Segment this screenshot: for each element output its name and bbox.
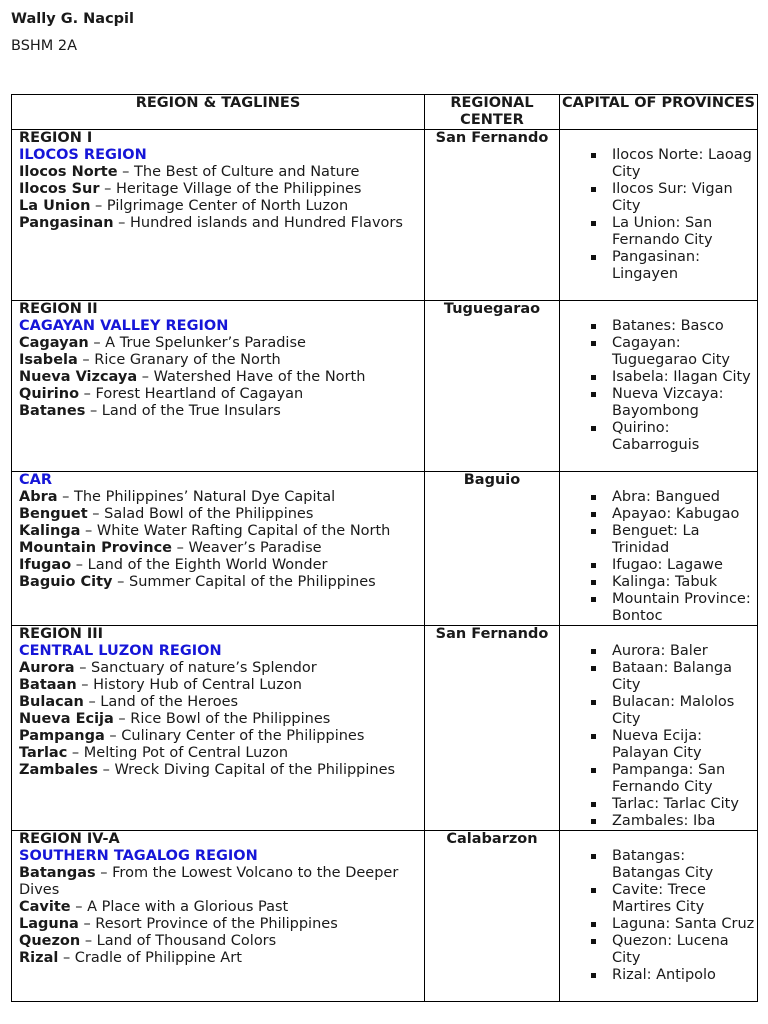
capitals-cell — [560, 626, 758, 831]
region-taglines-cell — [12, 130, 425, 301]
region-row — [12, 301, 758, 472]
capital-list-item: Cagayan: Tuguegarao City — [591, 335, 757, 369]
header-capital-of-provinces: CAPITAL OF PROVINCES — [560, 95, 758, 130]
capital-list-item: Quirino: Cabarroguis — [591, 420, 757, 454]
province-tagline — [19, 369, 420, 386]
regional-center-cell: Tuguegarao — [425, 301, 560, 472]
capital-list-item: Ifugao: Lagawe — [591, 557, 757, 574]
table-header-row — [12, 95, 758, 130]
province-tagline — [19, 352, 420, 369]
province-tagline — [19, 728, 420, 745]
region-row — [12, 130, 758, 301]
province-tagline — [19, 335, 420, 352]
capital-list-item: Ilocos Sur: Vigan City — [591, 181, 757, 215]
province-tagline — [19, 164, 420, 181]
capital-list-item: Nueva Ecija: Palayan City — [591, 728, 757, 762]
regions-table-body — [12, 130, 758, 1002]
capital-list-item: Laguna: Santa Cruz — [591, 916, 757, 933]
province-name: Aurora — [19, 660, 75, 676]
header-regional-center: REGIONAL CENTER — [425, 95, 560, 130]
region-taglines-cell — [12, 831, 425, 1002]
province-name: Quirino — [19, 386, 80, 402]
tagline-text: – Cradle of Philippine Art — [58, 950, 242, 966]
capitals-list — [560, 147, 757, 283]
capital-list-item: Apayao: Kabugao — [591, 506, 757, 523]
capitals-cell — [560, 472, 758, 626]
province-name: Batangas — [19, 865, 96, 881]
province-name: Baguio City — [19, 574, 113, 590]
region-row — [12, 472, 758, 626]
capital-list-item: Kalinga: Tabuk — [591, 574, 757, 591]
province-name: Ilocos Sur — [19, 181, 100, 197]
tagline-text: – Forest Heartland of Cagayan — [79, 386, 304, 402]
capital-list-item: Mountain Province: Bontoc — [591, 591, 757, 625]
province-name: Pangasinan — [19, 215, 114, 231]
province-name: Nueva Ecija — [19, 711, 114, 727]
province-tagline — [19, 899, 420, 916]
province-tagline — [19, 694, 420, 711]
region-name: CAGAYAN VALLEY REGION — [19, 318, 229, 334]
capital-list-item: Pampanga: San Fernando City — [591, 762, 757, 796]
capital-list-item: La Union: San Fernando City — [591, 215, 757, 249]
capital-list-item: Bataan: Balanga City — [591, 660, 757, 694]
tagline-text: – Sanctuary of nature’s Splendor — [74, 660, 317, 676]
region-label: REGION III — [19, 626, 104, 642]
region-name: CENTRAL LUZON REGION — [19, 643, 222, 659]
tagline-text: – Watershed Have of the North — [137, 369, 366, 385]
capital-list-item: Rizal: Antipolo — [591, 967, 757, 984]
tagline-text: – A Place with a Glorious Past — [70, 899, 289, 915]
region-label: REGION I — [19, 130, 93, 146]
tagline-text: – Land of the Heroes — [83, 694, 239, 710]
province-tagline — [19, 489, 420, 506]
capital-list-item: Benguet: La Trinidad — [591, 523, 757, 557]
capitals-list — [560, 643, 757, 830]
capitals-list — [560, 848, 757, 984]
province-name: Ilocos Norte — [19, 164, 118, 180]
capital-list-item: Batanes: Basco — [591, 318, 757, 335]
province-tagline — [19, 523, 420, 540]
capital-list-item: Tarlac: Tarlac City — [591, 796, 757, 813]
regions-table — [11, 94, 758, 1002]
tagline-text: – Wreck Diving Capital of the Philippines — [98, 762, 396, 778]
capital-list-item: Ilocos Norte: Laoag City — [591, 147, 757, 181]
province-tagline — [19, 745, 420, 762]
province-name: Rizal — [19, 950, 59, 966]
province-name: La Union — [19, 198, 91, 214]
region-row — [12, 626, 758, 831]
province-tagline — [19, 865, 420, 899]
province-tagline — [19, 540, 420, 557]
province-name: Quezon — [19, 933, 81, 949]
province-tagline — [19, 574, 420, 591]
region-row — [12, 831, 758, 1002]
province-name: Batanes — [19, 403, 86, 419]
capitals-cell — [560, 130, 758, 301]
regional-center-cell: Calabarzon — [425, 831, 560, 1002]
province-name: Cavite — [19, 899, 71, 915]
tagline-text: – Pilgrimage Center of North Luzon — [90, 198, 349, 214]
tagline-text: – History Hub of Central Luzon — [76, 677, 302, 693]
province-tagline — [19, 933, 420, 950]
province-name: Cagayan — [19, 335, 89, 351]
province-tagline — [19, 215, 420, 232]
tagline-text: – Heritage Village of the Philippines — [99, 181, 362, 197]
province-name: Kalinga — [19, 523, 81, 539]
tagline-text: – Summer Capital of the Philippines — [112, 574, 376, 590]
capitals-cell — [560, 831, 758, 1002]
province-tagline — [19, 660, 420, 677]
region-taglines-cell — [12, 301, 425, 472]
tagline-text: – Resort Province of the Philippines — [78, 916, 338, 932]
region-name: CAR — [19, 472, 53, 488]
regional-center-cell: San Fernando — [425, 130, 560, 301]
province-tagline — [19, 557, 420, 574]
region-name: SOUTHERN TAGALOG REGION — [19, 848, 258, 864]
province-name: Abra — [19, 489, 58, 505]
tagline-text: – Melting Pot of Central Luzon — [67, 745, 289, 761]
tagline-text: – Culinary Center of the Philippines — [104, 728, 365, 744]
capitals-list — [560, 318, 757, 454]
region-label: REGION IV-A — [19, 831, 120, 847]
regional-center-cell: Baguio — [425, 472, 560, 626]
capital-list-item: Zambales: Iba — [591, 813, 757, 830]
capital-list-item: Pangasinan: Lingayen — [591, 249, 757, 283]
province-name: Bulacan — [19, 694, 84, 710]
tagline-text: – The Philippines’ Natural Dye Capital — [57, 489, 336, 505]
capital-list-item: Abra: Bangued — [591, 489, 757, 506]
tagline-text: – Land of the Eighth World Wonder — [71, 557, 328, 573]
province-name: Pampanga — [19, 728, 105, 744]
region-taglines-cell — [12, 626, 425, 831]
province-tagline — [19, 386, 420, 403]
header-region-taglines: REGION & TAGLINES — [12, 95, 425, 130]
province-tagline — [19, 762, 420, 779]
tagline-text: – A True Spelunker’s Paradise — [88, 335, 306, 351]
province-name: Isabela — [19, 352, 78, 368]
province-tagline — [19, 711, 420, 728]
capital-list-item: Cavite: Trece Martires City — [591, 882, 757, 916]
tagline-text: – Weaver’s Paradise — [172, 540, 322, 556]
region-name: ILOCOS REGION — [19, 147, 147, 163]
province-tagline — [19, 916, 420, 933]
capitals-cell — [560, 301, 758, 472]
class-section: BSHM 2A — [11, 38, 78, 54]
tagline-text: – Rice Bowl of the Philippines — [113, 711, 331, 727]
capital-list-item: Bulacan: Malolos City — [591, 694, 757, 728]
capital-list-item: Isabela: Ilagan City — [591, 369, 757, 386]
province-name: Nueva Vizcaya — [19, 369, 138, 385]
tagline-text: – From the Lowest Volcano to the Deeper Dives — [19, 865, 399, 898]
province-tagline — [19, 506, 420, 523]
capital-list-item: Aurora: Baler — [591, 643, 757, 660]
province-name: Mountain Province — [19, 540, 173, 556]
tagline-text: – White Water Rafting Capital of the North — [80, 523, 391, 539]
tagline-text: – Salad Bowl of the Philippines — [87, 506, 314, 522]
regional-center-cell: San Fernando — [425, 626, 560, 831]
province-name: Benguet — [19, 506, 88, 522]
tagline-text: – Hundred islands and Hundred Flavors — [113, 215, 403, 231]
province-tagline — [19, 403, 420, 420]
author-name: Wally G. Nacpil — [11, 11, 134, 27]
province-name: Tarlac — [19, 745, 68, 761]
tagline-text: – Rice Granary of the North — [77, 352, 281, 368]
province-tagline — [19, 181, 420, 198]
province-name: Ifugao — [19, 557, 72, 573]
province-tagline — [19, 950, 420, 967]
tagline-text: – Land of Thousand Colors — [80, 933, 277, 949]
region-taglines-cell — [12, 472, 425, 626]
province-name: Zambales — [19, 762, 99, 778]
province-name: Laguna — [19, 916, 79, 932]
province-name: Bataan — [19, 677, 77, 693]
tagline-text: – The Best of Culture and Nature — [117, 164, 360, 180]
capital-list-item: Batangas: Batangas City — [591, 848, 757, 882]
province-tagline — [19, 677, 420, 694]
region-label: REGION II — [19, 301, 98, 317]
capital-list-item: Quezon: Lucena City — [591, 933, 757, 967]
capital-list-item: Nueva Vizcaya: Bayombong — [591, 386, 757, 420]
province-tagline — [19, 198, 420, 215]
capitals-list — [560, 489, 757, 625]
tagline-text: – Land of the True Insulars — [85, 403, 281, 419]
